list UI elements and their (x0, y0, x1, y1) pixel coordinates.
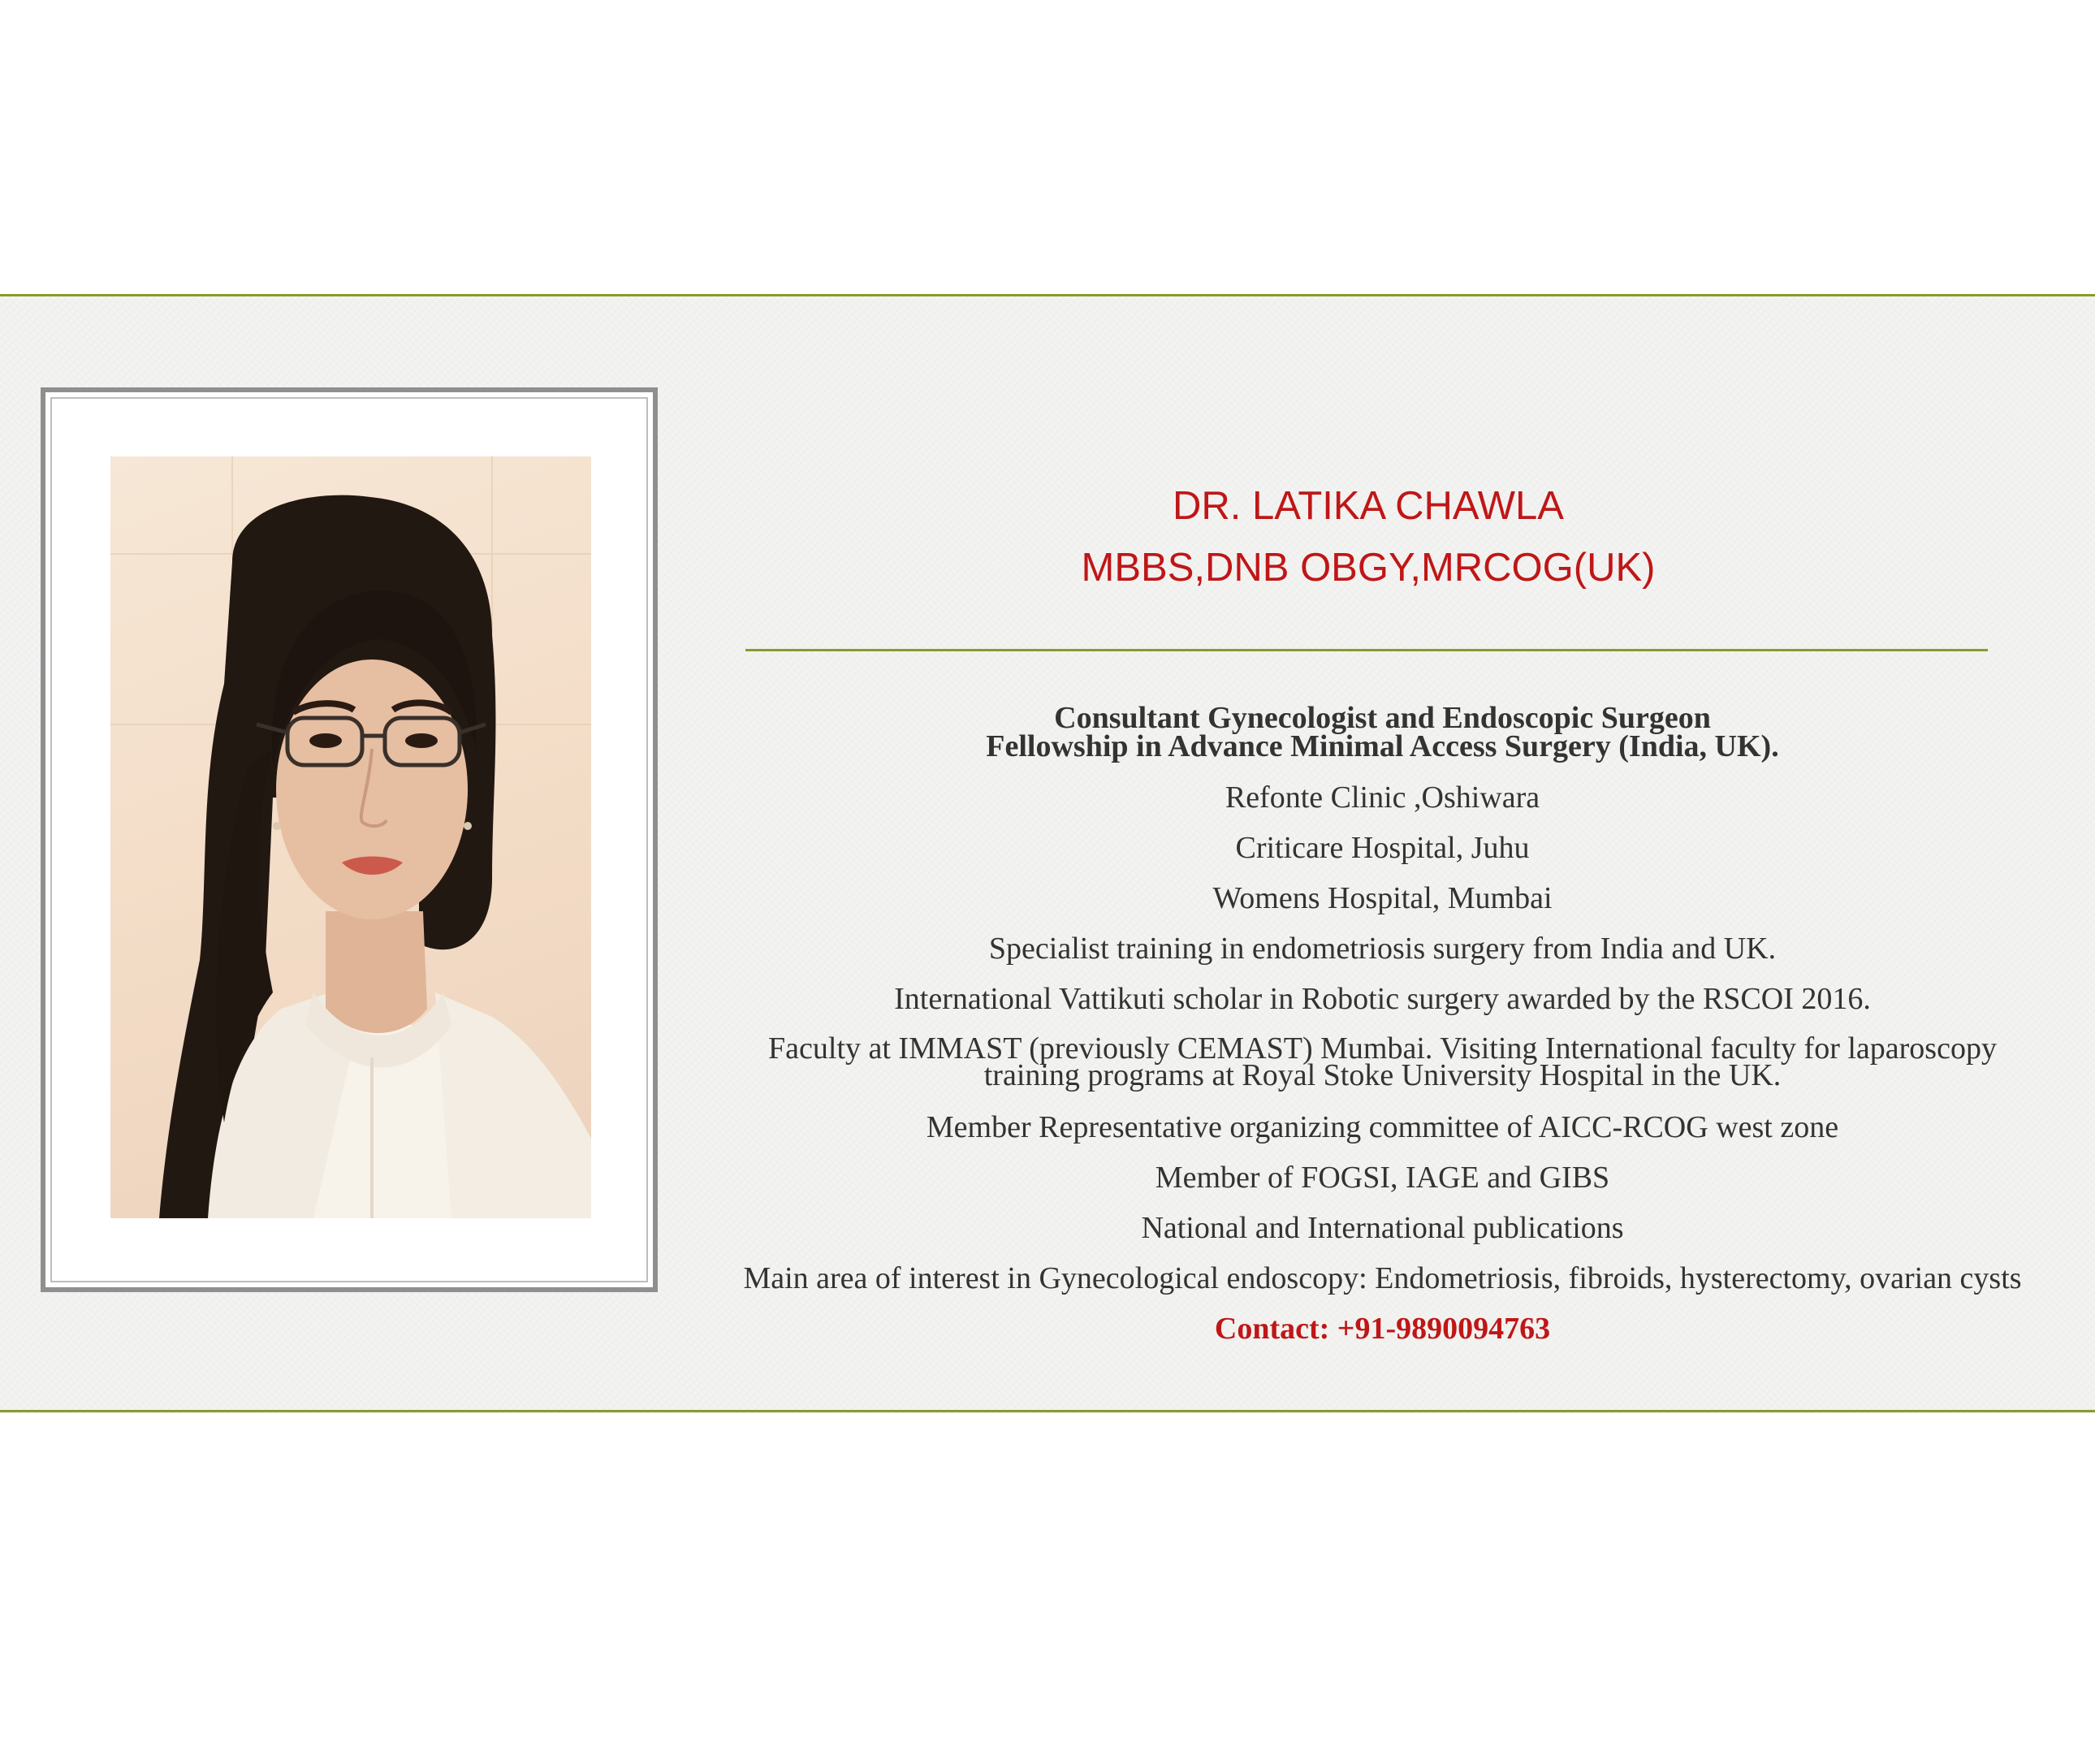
detail-hospital-mumbai: Womens Hospital, Mumbai (1212, 881, 1553, 915)
detail-vattikuti-scholar: International Vattikuti scholar in Robotic surgery awarded by the RSCOI 2016. (894, 982, 1871, 1016)
detail-clinic: Refonte Clinic ,Oshiwara (1225, 780, 1540, 815)
designation-line: Consultant Gynecologist and Endoscopic Surgeon (1054, 701, 1711, 735)
bottom-rule (0, 1410, 2095, 1412)
doctor-portrait-photo (110, 456, 591, 1218)
detail-memberships: Member of FOGSI, IAGE and GIBS (1155, 1161, 1610, 1195)
top-rule (0, 294, 2095, 296)
detail-hospital-juhu: Criticare Hospital, Juhu (1235, 831, 1530, 865)
fellowship-line: Fellowship in Advance Minimal Access Surgery (India, UK). (986, 729, 1779, 763)
doctor-qualifications: MBBS,DNB OBGY,MRCOG(UK) (1081, 546, 1656, 590)
portrait-illustration (110, 456, 591, 1218)
detail-aicc-rcog: Member Representative organizing committee of AICC-RCOG west zone (926, 1110, 1839, 1144)
detail-faculty-line-1: Faculty at IMMAST (previously CEMAST) Mumbai. Visiting International faculty for laparoscopy (768, 1031, 1997, 1066)
section-divider (745, 649, 1988, 651)
detail-area-of-interest: Main area of interest in Gynecological endoscopy: Endometriosis, fibroids, hysterectomy, ovarian cysts (743, 1261, 2022, 1295)
detail-faculty-line-2: training programs at Royal Stoke University Hospital in the UK. (983, 1058, 1782, 1092)
doctor-name: DR. LATIKA CHAWLA (1173, 484, 1564, 528)
detail-publications: National and International publications (1141, 1211, 1624, 1245)
contact-phone: Contact: +91-9890094763 (1214, 1312, 1551, 1346)
detail-specialist-training: Specialist training in endometriosis surgery from India and UK. (988, 932, 1777, 966)
